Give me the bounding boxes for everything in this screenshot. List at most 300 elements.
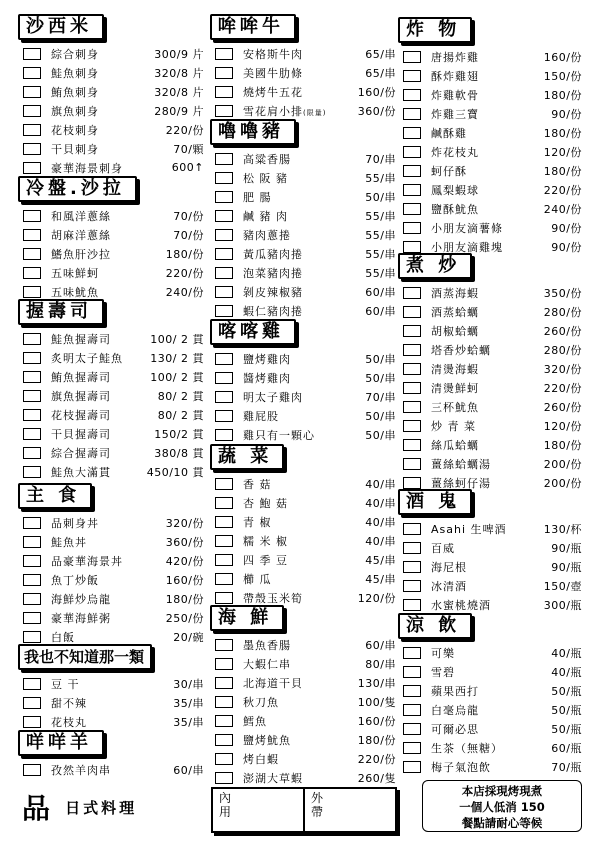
- menu-item-name-text: 清燙海蝦: [431, 362, 479, 376]
- order-checkbox[interactable]: [403, 761, 421, 773]
- menu-item-list: [398, 283, 586, 492]
- menu-item: [398, 340, 586, 359]
- menu-item: [398, 66, 586, 85]
- menu-item: [398, 643, 586, 662]
- menu-item: [398, 47, 586, 66]
- menu-item-price: 90/份: [551, 221, 582, 235]
- menu-item: [18, 443, 208, 462]
- menu-item: [210, 635, 400, 654]
- menu-item-name: [243, 389, 365, 405]
- order-checkbox[interactable]: [23, 105, 41, 117]
- order-checkbox[interactable]: [403, 165, 421, 177]
- menu-item: [398, 378, 586, 397]
- order-checkbox[interactable]: [215, 353, 233, 365]
- order-checkbox[interactable]: [403, 477, 421, 489]
- menu-item-name-text: 海鮮炒烏龍: [51, 592, 111, 606]
- menu-item-name-text: 泡菜豬肉捲: [243, 266, 303, 280]
- section-title: 哞哞牛: [210, 14, 296, 40]
- order-checkbox[interactable]: [215, 391, 233, 403]
- menu-item-price: 60/串: [365, 638, 396, 652]
- menu-item-name-text: 雞屁股: [243, 409, 279, 423]
- menu-item-price: 160/份: [357, 85, 396, 99]
- menu-item-price: 360/份: [165, 535, 204, 549]
- order-checkbox[interactable]: [403, 127, 421, 139]
- menu-item: [398, 142, 586, 161]
- menu-item-price: 200/份: [543, 457, 582, 471]
- order-checkbox[interactable]: [215, 535, 233, 547]
- order-checkbox[interactable]: [23, 678, 41, 690]
- menu-item-name-text: 百威: [431, 541, 455, 555]
- menu-item-name: [431, 125, 544, 141]
- menu-item-name-text: 松 阪 豬: [243, 171, 288, 185]
- section-title: 嚕嚕豬: [210, 119, 296, 145]
- menu-item-name-text: 高粱香腸: [243, 152, 291, 166]
- order-checkbox[interactable]: [215, 715, 233, 727]
- menu-item-list: [18, 44, 208, 177]
- order-checkbox[interactable]: [23, 517, 41, 529]
- order-checkbox[interactable]: [403, 685, 421, 697]
- menu-item-price: 50/串: [365, 428, 396, 442]
- menu-item-name-text: 秋刀魚: [243, 695, 279, 709]
- menu-item-name-text: 鱈魚: [243, 714, 267, 728]
- menu-item-name-text: 清燙鮮蚵: [431, 381, 479, 395]
- order-checkbox[interactable]: [403, 287, 421, 299]
- menu-item-name: [431, 163, 544, 179]
- menu-item-price: 280/9 片: [154, 104, 204, 118]
- section-title: 蔬 菜: [210, 444, 284, 470]
- order-checkbox[interactable]: [23, 248, 41, 260]
- menu-item-name-text: 鮪魚刺身: [51, 85, 99, 99]
- notice-box: [422, 780, 582, 832]
- order-checkbox[interactable]: [403, 382, 421, 394]
- section-drinks-alcohol: [398, 489, 586, 614]
- menu-item-price: 60/串: [365, 285, 396, 299]
- menu-item-price: 180/份: [543, 438, 582, 452]
- menu-item-name: [431, 361, 544, 377]
- menu-item: [210, 349, 400, 368]
- menu-item-name-text: 大蝦仁串: [243, 657, 291, 671]
- menu-item: [210, 101, 400, 120]
- notice-line: 一個人低消 150: [459, 800, 545, 814]
- menu-item-name-text: 青 椒: [243, 515, 272, 529]
- menu-item-name-text: 蝦仁豬肉捲: [243, 304, 303, 318]
- menu-item: [398, 519, 586, 538]
- menu-item-name: [431, 645, 551, 661]
- order-checkbox[interactable]: [215, 658, 233, 670]
- section-title: 涼 飲: [398, 613, 472, 639]
- menu-item-name: [243, 427, 365, 443]
- order-checkbox[interactable]: [215, 286, 233, 298]
- order-checkbox[interactable]: [403, 458, 421, 470]
- menu-item: [210, 730, 400, 749]
- menu-item: [18, 244, 208, 263]
- menu-item-name-text: 肥 腸: [243, 190, 272, 204]
- order-checkbox[interactable]: [23, 352, 41, 364]
- order-checkbox[interactable]: [403, 647, 421, 659]
- menu-item-name: [243, 408, 365, 424]
- menu-item-price: 150/2 貫: [154, 427, 204, 441]
- order-checkbox[interactable]: [215, 48, 233, 60]
- section-title: 咩咩羊: [18, 730, 104, 756]
- section-title: 沙西米: [18, 14, 104, 40]
- order-checkbox[interactable]: [403, 420, 421, 432]
- menu-item-price: 65/串: [365, 47, 396, 61]
- order-checkbox[interactable]: [215, 410, 233, 422]
- menu-item-price: 260/隻: [357, 771, 396, 785]
- menu-item-price: 30/串: [173, 677, 204, 691]
- menu-item-list: [18, 760, 208, 779]
- menu-item-price: 55/串: [365, 247, 396, 261]
- order-checkbox[interactable]: [403, 89, 421, 101]
- order-checkbox[interactable]: [215, 429, 233, 441]
- order-checkbox[interactable]: [215, 734, 233, 746]
- menu-item: [210, 531, 400, 550]
- menu-item: [210, 82, 400, 101]
- order-checkbox[interactable]: [23, 697, 41, 709]
- menu-item-name-text: 醬烤雞肉: [243, 371, 291, 385]
- menu-item-name-text: 鳳梨蝦球: [431, 183, 479, 197]
- menu-item-name: [431, 664, 551, 680]
- menu-item: [398, 302, 586, 321]
- menu-item: [210, 244, 400, 263]
- menu-item-price: 20/碗: [173, 630, 204, 644]
- menu-item: [210, 282, 400, 301]
- menu-item: [210, 206, 400, 225]
- order-checkbox[interactable]: [23, 267, 41, 279]
- menu-item-note: (限量): [303, 108, 327, 117]
- menu-item-name-text: 明太子雞肉: [243, 390, 303, 404]
- menu-item-name-text: 剝皮辣椒豬: [243, 285, 303, 299]
- section-veg: [210, 444, 400, 607]
- menu-item: [210, 692, 400, 711]
- order-checkbox[interactable]: [403, 51, 421, 63]
- menu-item: [398, 681, 586, 700]
- order-checkbox[interactable]: [215, 772, 233, 784]
- menu-item: [210, 768, 400, 787]
- order-checkbox[interactable]: [215, 592, 233, 604]
- menu-item-price: 420/份: [165, 554, 204, 568]
- menu-item-list: [18, 513, 208, 646]
- menu-item: [398, 538, 586, 557]
- menu-item-name-text: 酒蒸蛤蠣: [431, 305, 479, 319]
- order-checkbox[interactable]: [23, 716, 41, 728]
- menu-item-price: 160/份: [165, 573, 204, 587]
- menu-item-name-text: 澎湖大草蝦: [243, 771, 303, 785]
- menu-item-name: [243, 265, 365, 281]
- order-checkbox[interactable]: [23, 536, 41, 548]
- order-checkbox[interactable]: [215, 105, 233, 117]
- menu-item-price: 130/串: [357, 676, 396, 690]
- menu-item-price: 160/份: [543, 50, 582, 64]
- order-checkbox[interactable]: [403, 742, 421, 754]
- order-checkbox[interactable]: [215, 305, 233, 317]
- order-checkbox[interactable]: [403, 70, 421, 82]
- menu-item: [210, 749, 400, 768]
- menu-item: [398, 435, 586, 454]
- menu-item: [398, 161, 586, 180]
- order-checkbox[interactable]: [403, 184, 421, 196]
- menu-item-name-text: 炸雞三寶: [431, 107, 479, 121]
- order-checkbox[interactable]: [215, 229, 233, 241]
- menu-item-price: 150/壺: [543, 579, 582, 593]
- menu-item: [18, 760, 208, 779]
- menu-item-name-text: 豪華海景刺身: [51, 161, 123, 175]
- menu-item-name: [243, 476, 365, 492]
- menu-item-price: 50/串: [365, 190, 396, 204]
- menu-item: [18, 551, 208, 570]
- order-checkbox[interactable]: [403, 325, 421, 337]
- section-sushi: [18, 299, 208, 481]
- menu-item-name: [243, 713, 358, 729]
- order-checkbox[interactable]: [23, 409, 41, 421]
- menu-item-name-text: 鮭魚丼: [51, 535, 87, 549]
- menu-item-price: 320/8 片: [154, 85, 204, 99]
- menu-item: [18, 570, 208, 589]
- menu-item-price: 80/ 2 貫: [157, 408, 204, 422]
- menu-item-name: [431, 597, 544, 613]
- menu-item-price: 90/瓶: [551, 541, 582, 555]
- order-checkbox[interactable]: [23, 286, 41, 298]
- menu-item-name-text: 炸雞軟骨: [431, 88, 479, 102]
- menu-item: [398, 454, 586, 473]
- menu-item-price: 120/份: [543, 145, 582, 159]
- order-checkbox[interactable]: [215, 497, 233, 509]
- order-checkbox[interactable]: [23, 86, 41, 98]
- menu-item-name: [431, 68, 544, 84]
- section-cold-salad: [18, 176, 208, 301]
- menu-item-name: [243, 84, 358, 100]
- menu-item-name: [431, 740, 551, 756]
- menu-item-name: [431, 578, 544, 594]
- order-checkbox[interactable]: [403, 108, 421, 120]
- menu-item: [210, 654, 400, 673]
- menu-item-name: [431, 418, 544, 434]
- order-checkbox[interactable]: [403, 363, 421, 375]
- menu-item-name-text: 綜合握壽司: [51, 446, 111, 460]
- menu-item-price: 70/份: [173, 209, 204, 223]
- notice-line: 本店採現烤現煮: [461, 784, 543, 798]
- menu-item-name-text: 冰清酒: [431, 579, 467, 593]
- section-pork: [210, 119, 400, 320]
- order-checkbox[interactable]: [23, 593, 41, 605]
- order-checkbox[interactable]: [215, 191, 233, 203]
- order-checkbox[interactable]: [403, 599, 421, 611]
- order-checkbox[interactable]: [215, 516, 233, 528]
- menu-item-name-text: 鹽烤雞肉: [243, 352, 291, 366]
- menu-item-name-text: 花枝握壽司: [51, 408, 111, 422]
- menu-item-price: 320/份: [165, 516, 204, 530]
- menu-item-name: [431, 49, 544, 65]
- order-checkbox[interactable]: [403, 241, 421, 253]
- order-checkbox[interactable]: [403, 439, 421, 451]
- dine-in-label: 內用: [219, 791, 232, 819]
- order-checkbox[interactable]: [23, 333, 41, 345]
- menu-item-name: [51, 407, 158, 423]
- menu-item: [18, 139, 208, 158]
- order-checkbox[interactable]: [215, 372, 233, 384]
- menu-item-name-text: 白毫烏龍: [431, 703, 479, 717]
- order-checkbox[interactable]: [23, 612, 41, 624]
- menu-item-price: 40/瓶: [551, 665, 582, 679]
- menu-item-name: [243, 370, 365, 386]
- order-checkbox[interactable]: [215, 573, 233, 585]
- menu-item-name: [431, 521, 544, 537]
- order-checkbox[interactable]: [23, 631, 41, 643]
- menu-item: [18, 462, 208, 481]
- menu-item-name-text: 五味魷魚: [51, 285, 99, 299]
- menu-item-name-text: 帶殼玉米筍: [243, 591, 303, 605]
- order-checkbox[interactable]: [215, 478, 233, 490]
- menu-item-name: [243, 751, 358, 767]
- menu-item-name: [431, 182, 544, 198]
- menu-item-name-text: 鹽烤魷魚: [243, 733, 291, 747]
- order-checkbox[interactable]: [215, 267, 233, 279]
- order-checkbox[interactable]: [403, 523, 421, 535]
- menu-item-name: [51, 762, 173, 778]
- order-checkbox[interactable]: [23, 210, 41, 222]
- menu-item-name: [243, 46, 365, 62]
- menu-item-name: [51, 284, 166, 300]
- order-checkbox[interactable]: [403, 203, 421, 215]
- order-checkbox[interactable]: [403, 146, 421, 158]
- order-checkbox[interactable]: [403, 401, 421, 413]
- menu-item: [210, 673, 400, 692]
- order-checkbox[interactable]: [23, 124, 41, 136]
- order-checkbox[interactable]: [215, 153, 233, 165]
- order-checkbox[interactable]: [23, 371, 41, 383]
- section-drinks-cold: [398, 613, 586, 776]
- menu-item-name-text: 酥炸雞翅: [431, 69, 479, 83]
- menu-item-name: [51, 122, 166, 138]
- order-checkbox[interactable]: [215, 67, 233, 79]
- menu-item-name-text: 豆 干: [51, 677, 80, 691]
- menu-item-name: [51, 46, 154, 62]
- menu-item-name-text: 雪花肩小排: [243, 104, 303, 118]
- order-checkbox[interactable]: [403, 542, 421, 554]
- order-checkbox[interactable]: [403, 306, 421, 318]
- menu-item-price: 260/份: [543, 400, 582, 414]
- menu-item: [18, 348, 208, 367]
- dine-in-box[interactable]: [211, 787, 305, 833]
- menu-item-name: [51, 227, 173, 243]
- order-checkbox[interactable]: [403, 704, 421, 716]
- menu-item-list: [210, 474, 400, 607]
- section-lamb: [18, 730, 208, 779]
- menu-item: [398, 595, 586, 614]
- order-checkbox[interactable]: [403, 580, 421, 592]
- menu-item-price: 50/瓶: [551, 684, 582, 698]
- section-sashimi: [18, 14, 208, 177]
- order-checkbox[interactable]: [215, 86, 233, 98]
- menu-item-name: [51, 141, 173, 157]
- section-title: 我也不知道那一類: [18, 644, 152, 670]
- order-checkbox[interactable]: [215, 248, 233, 260]
- order-checkbox[interactable]: [215, 677, 233, 689]
- order-checkbox[interactable]: [23, 447, 41, 459]
- section-staple: [18, 483, 208, 646]
- menu-item-name: [51, 610, 166, 626]
- menu-item-price: 450/10 貫: [146, 465, 204, 479]
- menu-item-name: [243, 770, 358, 786]
- order-checkbox[interactable]: [23, 229, 41, 241]
- order-checkbox[interactable]: [215, 172, 233, 184]
- menu-item: [398, 104, 586, 123]
- order-checkbox[interactable]: [403, 666, 421, 678]
- menu-item-name-text: 唐揚炸雞: [431, 50, 479, 64]
- menu-item: [210, 493, 400, 512]
- menu-item-name: [51, 515, 166, 531]
- order-checkbox[interactable]: [23, 67, 41, 79]
- menu-item-name-text: 烤白蝦: [243, 752, 279, 766]
- menu-item-name: [431, 559, 551, 575]
- menu-item-name-text: 黃瓜豬肉捲: [243, 247, 303, 261]
- order-checkbox[interactable]: [215, 696, 233, 708]
- menu-item-price: 180/份: [543, 126, 582, 140]
- menu-item-price: 180/份: [543, 88, 582, 102]
- order-checkbox[interactable]: [403, 561, 421, 573]
- order-checkbox[interactable]: [403, 344, 421, 356]
- menu-item-name-text: 旗魚刺身: [51, 104, 99, 118]
- menu-item-price: 40/瓶: [551, 646, 582, 660]
- order-checkbox[interactable]: [215, 639, 233, 651]
- section-title: 握壽司: [18, 299, 104, 325]
- menu-item-name-text: 可爾必思: [431, 722, 479, 736]
- menu-item-price: 300/瓶: [543, 598, 582, 612]
- order-checkbox[interactable]: [23, 574, 41, 586]
- menu-item-name: [51, 534, 166, 550]
- order-checkbox[interactable]: [23, 428, 41, 440]
- menu-item-name: [431, 702, 551, 718]
- menu-item-price: 300/9 片: [154, 47, 204, 61]
- order-checkbox[interactable]: [23, 162, 41, 174]
- section-title: 炸 物: [398, 17, 472, 43]
- order-checkbox[interactable]: [23, 764, 41, 776]
- menu-item-name: [51, 65, 154, 81]
- menu-item: [398, 359, 586, 378]
- menu-item-price: 70/顆: [173, 142, 204, 156]
- menu-item-name: [51, 445, 154, 461]
- order-checkbox[interactable]: [403, 222, 421, 234]
- takeout-box[interactable]: [303, 787, 397, 833]
- menu-item-name-text: 炒 青 菜: [431, 419, 476, 433]
- order-checkbox[interactable]: [215, 753, 233, 765]
- order-checkbox[interactable]: [23, 555, 41, 567]
- order-checkbox[interactable]: [215, 554, 233, 566]
- menu-item-name: [431, 201, 544, 217]
- menu-item-price: 50/瓶: [551, 703, 582, 717]
- menu-item-name-text: 鰭魚肝沙拉: [51, 247, 111, 261]
- menu-item: [18, 82, 208, 101]
- order-checkbox[interactable]: [23, 466, 41, 478]
- menu-item-price: 180/份: [165, 592, 204, 606]
- menu-item-name: [51, 103, 154, 119]
- menu-item: [398, 218, 586, 237]
- menu-item-name: [51, 160, 172, 176]
- order-checkbox[interactable]: [403, 723, 421, 735]
- menu-item: [210, 512, 400, 531]
- menu-item-price: 90/份: [551, 240, 582, 254]
- menu-item-name-text: 鮭魚握壽司: [51, 332, 111, 346]
- order-checkbox[interactable]: [23, 48, 41, 60]
- order-checkbox[interactable]: [23, 143, 41, 155]
- order-checkbox[interactable]: [215, 210, 233, 222]
- menu-item-name-text: 炙明太子鮭魚: [51, 351, 123, 365]
- menu-item-name: [243, 590, 358, 606]
- menu-item: [18, 101, 208, 120]
- menu-item-price: 200/份: [543, 476, 582, 490]
- order-checkbox[interactable]: [23, 390, 41, 402]
- menu-item-name-text: 香 菇: [243, 477, 272, 491]
